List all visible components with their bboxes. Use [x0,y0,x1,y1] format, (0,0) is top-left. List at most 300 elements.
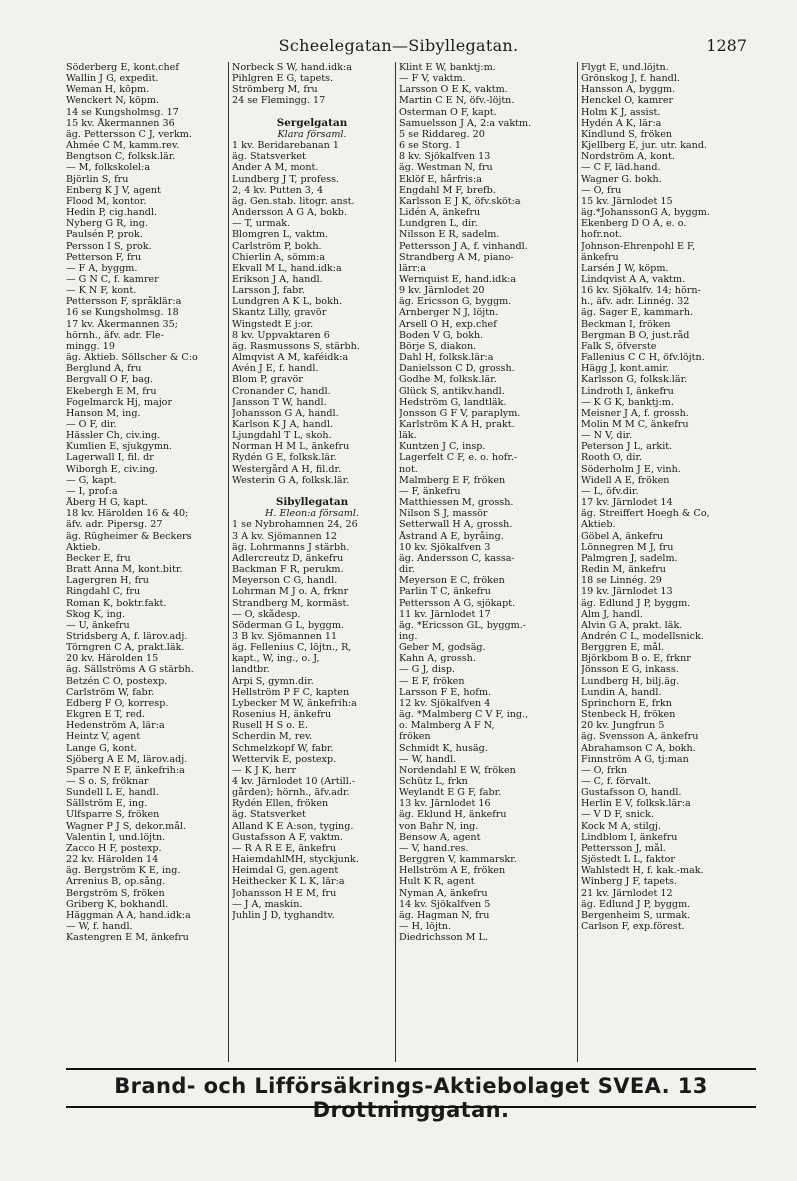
directory-entry: Samuelsson J A, 2:a vaktm. [399,117,532,129]
directory-entry: 22 kv. Härolden 14 [66,854,159,866]
directory-entry: Blomgren L, vaktm. [232,229,329,241]
directory-entry: — W, handl. [399,753,457,765]
directory-entry: Schmelzkopf W, fabr. [232,742,334,754]
directory-entry: Lybecker M W, änkefrih:a [232,697,357,709]
directory-entry: — F, änkefru [399,485,461,497]
directory-entry: 8 kv. Uppvaktaren 6 [232,329,330,341]
directory-entry: 18 se Linnég. 29 [581,575,662,587]
directory-entry: — K G K, banktj:m. [581,396,674,408]
directory-entry: HaiemdahlMH, styckjunk. [232,854,359,866]
directory-entry: Abrahamson C A, bokh. [581,742,696,754]
directory-entry: Bergström S, fröken [66,887,165,899]
directory-entry: Enberg K J V, agent [66,184,161,196]
directory-entry: — U, änkefru [66,619,130,631]
directory-entry: Nordström A, kont. [581,151,675,163]
directory-entry: Johansson G A, handl. [232,407,339,419]
directory-entry: Sibyllegatan [275,497,349,509]
directory-entry: Fallenius C C H, öfv.löjtn. [581,352,705,364]
directory-entry: Lagergren H, fru [66,575,149,587]
directory-entry: Klara församl. [277,128,347,140]
directory-entry: 20 kv. Jungfrun 5 [581,720,665,732]
directory-entry: Hässler Ch, civ.ing. [66,430,161,442]
directory-entry: 13 kv. Järnlodet 16 [399,798,491,810]
directory-entry: Lundgren A K L, bokh. [232,296,343,308]
directory-entry: lärr:a [399,262,426,274]
directory-entry: 10 kv. Sjökalfven 3 [399,541,491,553]
directory-entry: Eklöf E, hårfris:a [399,173,482,185]
directory-entry: Chierlin A, sömm:a [232,251,326,263]
directory-entry: Schütz L, frkn [399,776,468,787]
directory-entry: Godhe M, folksk.lär. [399,374,497,386]
directory-entry: Björkbom B o. E, frknr [581,653,691,665]
directory-entry: Holm K J, assist. [581,106,661,118]
directory-entry: Martin C E N, öfv.-löjtn. [399,95,515,107]
directory-entry: Westerin G A, folksk.lär. [232,474,350,486]
directory-entry: Arnberger N J, löjtn. [399,307,499,319]
directory-entry: Ekvall M L, hand.idk:a [232,262,342,274]
directory-entry: 9 kv. Järnlodet 20 [399,285,485,297]
directory-entry: 2, 4 kv. Putten 3, 4 [232,184,324,196]
directory-entry: — S o. S, fröknar [66,776,149,787]
directory-entry: Aktieb. [66,541,101,553]
directory-entry: Gustafsson O, handl. [581,787,682,799]
directory-entry: Meisner J A, f. grossh. [581,407,689,419]
directory-entry: 1 se Nybrohamnen 24, 26 [232,519,358,531]
directory-entry: Jansson T W, handl. [232,396,327,408]
directory-entry: Paulsén P, prok. [66,229,143,241]
directory-entry: Lundberg J T, profess. [232,173,340,185]
directory-entry: — K J K, herr [232,764,297,776]
directory-entry: Lindroth I, änkefru [581,385,674,397]
directory-entry: äg. Sällströms A G stärbh. [66,664,194,676]
directory-entry: Lönnegren M J, fru [581,541,674,553]
directory-entry: Pettersson J A, f. vinhandl. [399,240,528,252]
directory-entry: 5 se Riddareg. 20 [399,128,485,140]
directory-entry: landtbr. [232,664,270,676]
directory-entry: äg. Pettersson C J, verkm. [66,128,192,140]
directory-entry: 1 kv. Beridarebanan 1 [232,140,339,152]
directory-entry: Lagerfelt C F, e. o. hofr.- [399,452,518,464]
directory-entry: — O F, dir. [66,419,117,430]
directory-entry: Alm J, handl. [581,608,643,620]
directory-entry: Sjöberg A E M, lärov.adj. [66,753,188,765]
directory-entry: Carlström W, fabr. [66,686,155,698]
directory-entry: Meyerson C G, handl. [232,575,338,587]
directory-entry: Wingstedt E j:or. [232,318,314,330]
directory-entry: Dahl H, folksk.lär:a [399,352,494,364]
directory-entry: Gustafsson A F, vaktm. [232,831,343,843]
directory-entry: Hägg J, kont.amir. [581,363,669,375]
directory-entry: Ljungdahl T L, skoh. [232,430,332,442]
directory-entry: Wahlstedt H, f. kak.-mak. [581,865,704,877]
directory-entry: — H, löjtn. [399,921,452,933]
directory-entry: Parlin T C, änkefru [399,586,491,598]
directory-entry: — V D F, snick. [581,809,655,821]
directory-entry: Andrén C L, modellsnick. [581,630,704,642]
directory-entry: Hydén A K, lär:a [581,117,662,129]
directory-entry: hörnh., äfv. adr. Fle- [66,329,164,341]
directory-entry: 4 kv. Järnlodet 10 (Artill.- [232,776,356,787]
directory-entry: Glück S, antikv.handl. [399,385,505,397]
directory-entry: äg. Ericsson G, byggm. [399,296,512,308]
directory-entry: änkefru [581,251,619,263]
directory-entry: Alvin G A, prakt. läk. [581,619,683,631]
directory-entry: 20 kv. Härolden 15 [66,653,159,665]
directory-entry: — L, öfv.dir. [581,485,639,497]
directory-entry: Arpi S, gymn.dir. [232,675,314,687]
directory-entry: Bengtson C, folksk.lär. [66,151,176,163]
directory-entry: Osterman O F, kapt. [399,106,497,118]
directory-entry: Hult K R, agent [399,876,475,888]
directory-entry: Pettersson J, mål. [581,842,666,854]
directory-entry: Becker E, fru [66,552,131,564]
directory-entry: Pihlgren E G, tapets. [232,73,334,85]
directory-entry: äg. Westman N, fru [399,162,493,174]
directory-entry: Kindlund S, fröken [581,128,673,140]
directory-entry: Strandberg M, kormäst. [232,597,350,609]
directory-entry: 16 kv. Sjökalfv. 14; hörn- [581,285,701,297]
directory-entry: Lidén A, änkefru [399,207,481,219]
directory-entry: Göbel A, änkefru [581,530,664,542]
directory-entry: Persson I S, prok. [66,240,152,252]
directory-entry: Engdahl M F, brefb. [399,184,496,196]
directory-entry: Sundell L E, handl. [66,787,159,799]
directory-entry: Wettervik E, postexp. [232,753,337,765]
directory-entry: Fogelmarck Hj, major [66,396,173,408]
directory-entry: Peterson J L, arkit. [581,441,673,453]
page-header-title: Scheelegatan—Sibyllegatan. [278,36,519,55]
directory-entry: Bensow A, agent [399,831,481,843]
directory-entry: Lundgren L, dir. [399,218,478,230]
directory-entry: Carlström P, bokh. [232,240,322,252]
directory-entry: Norman H M L, änkefru [232,441,350,453]
directory-entry: Sjöstedt L L, faktor [581,854,676,866]
directory-entry: 14 kv. Sjökalfven 5 [399,898,491,910]
directory-entry: Pettersson F, språklär:a [66,296,182,308]
directory-entry: äg. Edlund J P, byggm. [581,898,691,910]
directory-entry: äg. Streiffert Hoegh & Co, [581,508,710,520]
directory-entry: äg. Edlund J P, byggm. [581,597,691,609]
directory-entry: — G N C, f. kamrer [66,273,159,285]
directory-entry: Nyberg G R, ing. [66,218,148,230]
directory-entry: Karlström K A H, prakt. [399,419,515,430]
directory-entry: läk. [399,430,417,442]
directory-entry: Skog K, ing. [66,608,126,620]
directory-columns [66,62,756,1062]
directory-entry: Lundberg H, bilj.äg. [581,675,680,687]
directory-entry: Bergenheim S, urmak. [581,909,691,921]
directory-entry: Larsén J W, köpm. [581,262,669,274]
directory-entry: Kjellberg E, jur. utr. kand. [581,140,708,152]
directory-entry: Hansson A, byggm. [581,84,676,96]
directory-entry: Palmgren J, sadelm. [581,552,678,564]
directory-entry: Nilson S J, massör [399,508,488,520]
directory-entry: Matthiessen M, grossh. [399,497,514,509]
directory-entry: Nordendahl E W, fröken [399,764,516,776]
directory-entry: — G, kapt. [66,474,117,486]
directory-entry: — R A R E E, änkefru [232,842,337,854]
directory-entry: Hanson M, ing. [66,407,141,419]
directory-entry: Larsson O E K, vaktm. [399,84,508,96]
directory-entry: Beckman I, fröken [581,318,671,330]
directory-entry: 11 kv. Järnlodet 17 [399,608,491,620]
directory-entry: Weylandt E G F, fabr. [399,787,502,799]
directory-entry: Häggman A A, hand.idk:a [66,909,191,921]
directory-entry: äg.*JohanssonG A, byggm. [581,207,710,219]
directory-entry: Karlson K J A, handl. [232,419,333,430]
directory-entry: Söderholm J E, vinh. [581,463,681,475]
directory-entry: Ekgren E T, red. [66,709,146,721]
directory-entry: 15 kv. Åkermannen 36 [66,117,175,129]
directory-entry: Lindqvist A A, vaktm. [581,273,686,285]
directory-entry: Berggren V, kammarskr. [399,854,517,866]
footer-advertisement: Brand- och Lifförsäkrings-Aktiebolaget SVEA. 13 Drottninggatan. [114,1074,708,1122]
directory-entry: Weman H, köpm. [66,84,150,96]
directory-entry: — K N F, kont. [66,285,137,297]
directory-entry: Hedin P, cig.handl. [66,207,158,219]
directory-entry: Hellström P F C, kapten [232,686,350,698]
directory-entry: — J A, maskin. [232,898,303,910]
directory-entry: Winberg J F, tapets. [581,876,677,888]
directory-entry: mingg. 19 [66,340,115,352]
directory-entry: Carlson F, exp.förest. [581,921,685,933]
directory-entry: Schmidt K, husäg. [399,742,488,754]
directory-entry: — V, hand.res. [399,842,469,854]
directory-entry: Griberg K, bokhandl. [66,898,169,910]
directory-entry: Sparre N E F, änkefrih:a [66,764,185,776]
directory-entry: Heimdal G, gen.agent [232,865,339,877]
directory-entry: Wernquist E, hand.idk:a [399,273,517,285]
directory-entry: Diedrichsson M L. [399,932,488,944]
directory-entry: — N V, dir. [581,430,633,442]
directory-entry: 19 kv. Järnlodet 13 [581,586,673,598]
directory-entry: 12 kv. Sjökalfven 4 [399,697,491,709]
page-number: 1287 [706,36,747,55]
directory-entry: Åberg H G, kapt. [66,497,148,509]
directory-entry: Ahmée C M, kamm.rev. [66,140,180,152]
directory-entry: — I, prof:a [66,485,118,497]
directory-entry: Ekebergh E M, fru [66,385,157,397]
directory-entry: Nilsson E R, sadelm. [399,229,500,241]
directory-entry: 24 se Flemingg. 17 [232,95,326,107]
directory-entry: Rooth O, dir. [581,452,643,464]
directory-entry: äg. Rasmussons S, stärbh. [232,340,360,352]
directory-entry: Petterson F, fru [66,251,142,263]
directory-entry: Molin M M C, änkefru [581,419,689,430]
directory-entry: Danielsson C D, grossh. [399,363,515,375]
directory-entry: äg. *Ericsson GL, byggm.- [399,619,527,631]
directory-entry: 3 B kv. Sjömannen 11 [232,630,338,642]
directory-entry: Aktieb. [581,519,616,531]
directory-entry: Söderman G L, byggm. [232,619,344,631]
directory-entry: Flygt E, und.löjtn. [581,62,669,73]
directory-entry: Berggren E, mål. [581,642,665,654]
directory-entry: Arsell O H, exp.chef [399,318,497,330]
directory-entry: Edberg F O, korresp. [66,697,169,709]
directory-entry: Karlsson G, folksk.lär. [581,374,688,386]
directory-entry: Stenbeck H, fröken [581,709,676,721]
directory-entry: 17 kv. Järnlodet 14 [581,497,673,509]
directory-entry: Börje S, diakon. [399,340,477,352]
directory-entry: Wenckert N, köpm. [66,95,160,107]
directory-entry: Cronander C, handl. [232,385,331,397]
directory-entry: — F A, byggm. [66,262,138,274]
directory-entry: gården); hörnh., äfv.adr. [232,787,350,799]
directory-entry: Wallin J G, expedit. [66,73,159,85]
directory-entry: Bergman B O, just.råd [581,329,690,341]
directory-entry: hofr.not. [581,229,622,241]
directory-entry: Pettersson A G, sjökapt. [399,597,516,609]
directory-entry: 3 A kv. Sjömannen 12 [232,530,337,542]
directory-entry: Klint E W, banktj:m. [399,62,496,73]
directory-entry: Jonsson G F V, paraplym. [399,407,521,419]
directory-entry: Ekenberg D O A, e. o. [581,218,687,230]
directory-column-1 [66,62,228,1062]
directory-entry: Bratt Anna M, kont.bitr. [66,564,183,576]
directory-column-3 [395,62,575,1062]
directory-entry: Kumlien E, sjukgymn. [66,441,173,453]
directory-entry: Sällström E, ing. [66,798,148,810]
directory-entry: kapt., W, ing., o. J, [232,653,320,665]
directory-entry: — O, skådesp. [232,608,301,620]
directory-entry: äg. Andersson C, kassa- [399,552,515,564]
directory-entry: — M, folkskolel:a [66,162,151,174]
directory-entry: 17 kv. Åkermannen 35; [66,318,178,330]
directory-entry: dir. [399,564,415,576]
directory-entry: Wagner P J S, dekor.mål. [66,820,187,832]
directory-entry: Zacco H F, postexp. [66,842,162,854]
directory-entry: äg. *Malmberg C V F, ing., [399,709,529,721]
directory-entry: Lange G, kont. [66,742,138,754]
directory-entry: 21 kv. Järnlodet 12 [581,887,673,899]
directory-entry: Hellström A E, fröken [399,865,506,877]
directory-column-4 [577,62,757,1062]
directory-entry: Sergelgatan [276,117,348,129]
directory-entry: Falk S, öfverste [581,340,657,352]
directory-entry: Roman K, boktr.fakt. [66,597,167,609]
directory-entry: Scherdin M, rev. [232,731,313,743]
directory-entry: — F V, vaktm. [399,73,466,85]
directory-entry: Andersson A G A, bokb. [232,207,348,219]
directory-entry: Söderberg E, kont.chef [66,62,179,73]
directory-entry: 8 kv. Sjökalfven 13 [399,151,491,163]
directory-entry: Grönskog J, f. handl. [581,73,680,85]
directory-entry: Henckel O, kamrer [581,95,674,107]
directory-entry: Heintz V, agent [66,731,141,743]
directory-entry: 18 kv. Härolden 16 & 40; [66,508,189,520]
directory-entry: H. Eleon:a församl. [265,508,359,520]
directory-entry: Karlsson E J K, öfv.sköt:a [399,195,521,207]
directory-entry: äg. Rügheimer & Beckers [66,530,192,542]
directory-entry: Redin M, änkefru [581,564,666,576]
directory-entry: — T, urmak. [232,218,291,230]
directory-entry: Strömberg M, fru [232,84,318,96]
directory-entry: Arrenius B, op.sång. [66,876,166,888]
directory-entry: äg. Hagman N, fru [399,909,490,921]
directory-entry: Ringdahl C, fru [66,586,141,598]
directory-entry: Jönsson E G, inkass. [581,664,679,676]
directory-entry: Lohrman M J o. A, frknr [232,586,349,598]
directory-entry: Avén J E, f. handl. [232,363,319,375]
directory-entry: Adlercreutz D, änkefru [232,552,344,564]
directory-entry: Widell A E, fröken [581,474,670,486]
directory-entry: Larsson J, fabr. [232,285,305,297]
directory-entry: Ulfsparre S, fröken [66,809,160,821]
directory-entry: Malmberg E F, fröken [399,474,506,486]
directory-entry: Larsson F E, hofm. [399,686,491,698]
directory-entry: Alland K E A:son, tyging. [232,820,354,832]
directory-entry: Ander A M, mont. [232,162,319,174]
directory-entry: Blom P, gravör [232,374,303,386]
directory-entry: Erikson J A, handl. [232,273,323,285]
directory-entry: Finnström A G, tj:man [581,753,689,765]
directory-entry: — E F, fröken [399,675,465,687]
directory-entry: 14 se Kungsholmsg. 17 [66,106,179,118]
directory-entry: — C F, läd.hand. [581,162,661,174]
directory-entry: Flood M, kontor. [66,195,147,207]
directory-entry: Hedenström A, lär:a [66,720,165,732]
directory-entry: Åstrand A E, byråing. [399,530,504,542]
directory-entry: äg. Eklund H, änkefru [399,809,507,821]
directory-entry: äg. Statsverket [232,151,306,163]
directory-entry: äg. Aktieb. Söllscher & C:o [66,352,198,364]
directory-entry: Lundin A, handl. [581,686,662,698]
directory-entry: not. [399,463,418,475]
directory-entry: 6 se Storg. 1 [399,140,461,152]
directory-entry: äg. Sager E, kammarh. [581,307,694,319]
directory-entry: Strandberg A M, piano- [399,251,514,263]
directory-entry: Herlin E V, folksk.lär:a [581,798,691,810]
directory-entry: h., äfv. adr. Linnég. 32 [581,296,690,308]
directory-entry: Bergvall O F, bag. [66,374,154,386]
directory-entry: äg. Svensson A, änkefru [581,731,699,743]
directory-entry: Norbeck S W, hand.idk:a [232,62,352,73]
directory-entry: Hedström G, landtläk. [399,396,507,408]
directory-entry: Kastengren E M, änkefru [66,932,189,944]
directory-entry: Björlin S, fru [66,173,129,185]
directory-entry: — C, f. förvalt. [581,776,652,787]
directory-entry: Valentin I, und.löjtn. [66,831,166,843]
directory-entry: Nyman A, änkefru [399,887,488,899]
directory-entry: ing. [399,630,418,642]
directory-entry: fröken [399,731,431,743]
directory-entry: Rydén G E, folksk.lär. [232,452,337,464]
directory-entry: äg. Gen.stab. litogr. anst. [232,195,355,207]
directory-entry: Kock M A, stilgj. [581,820,661,832]
directory-entry: Stridsberg A, f. lärov.adj. [66,630,188,642]
directory-entry: Heithecker K L K, lär:a [232,876,345,888]
directory-entry: Boden V G, bokh. [399,329,484,341]
directory-entry: äfv. adr. Pipersg. 27 [66,519,163,531]
directory-entry [232,107,392,118]
footer-rule-top [66,1068,756,1070]
directory-entry: Johansson H E M, fru [232,887,337,899]
directory-entry: äg. Fellenius C, löjtn., R, [232,642,352,654]
directory-entry: Lindblom I, änkefru [581,831,678,843]
directory-entry: Kuntzen J C, insp. [399,441,486,453]
directory-entry: äg. Statsverket [232,809,306,821]
directory-entry: Rydén Ellen, fröken [232,798,329,810]
directory-entry: Törngren C A, prakt.läk. [66,642,185,654]
directory-entry: Setterwall H A, grossh. [399,519,513,531]
directory-entry: — W, f. handl. [66,921,133,933]
directory-entry: — O, frkn [581,764,628,776]
directory-entry: äg. Lohrmanns J stärbh. [232,541,350,553]
directory-entry: Betzén C O, postexp. [66,675,168,687]
directory-entry [232,486,392,497]
directory-entry: Geber M, godsäg. [399,642,486,654]
directory-entry: — O, fru [581,184,622,196]
